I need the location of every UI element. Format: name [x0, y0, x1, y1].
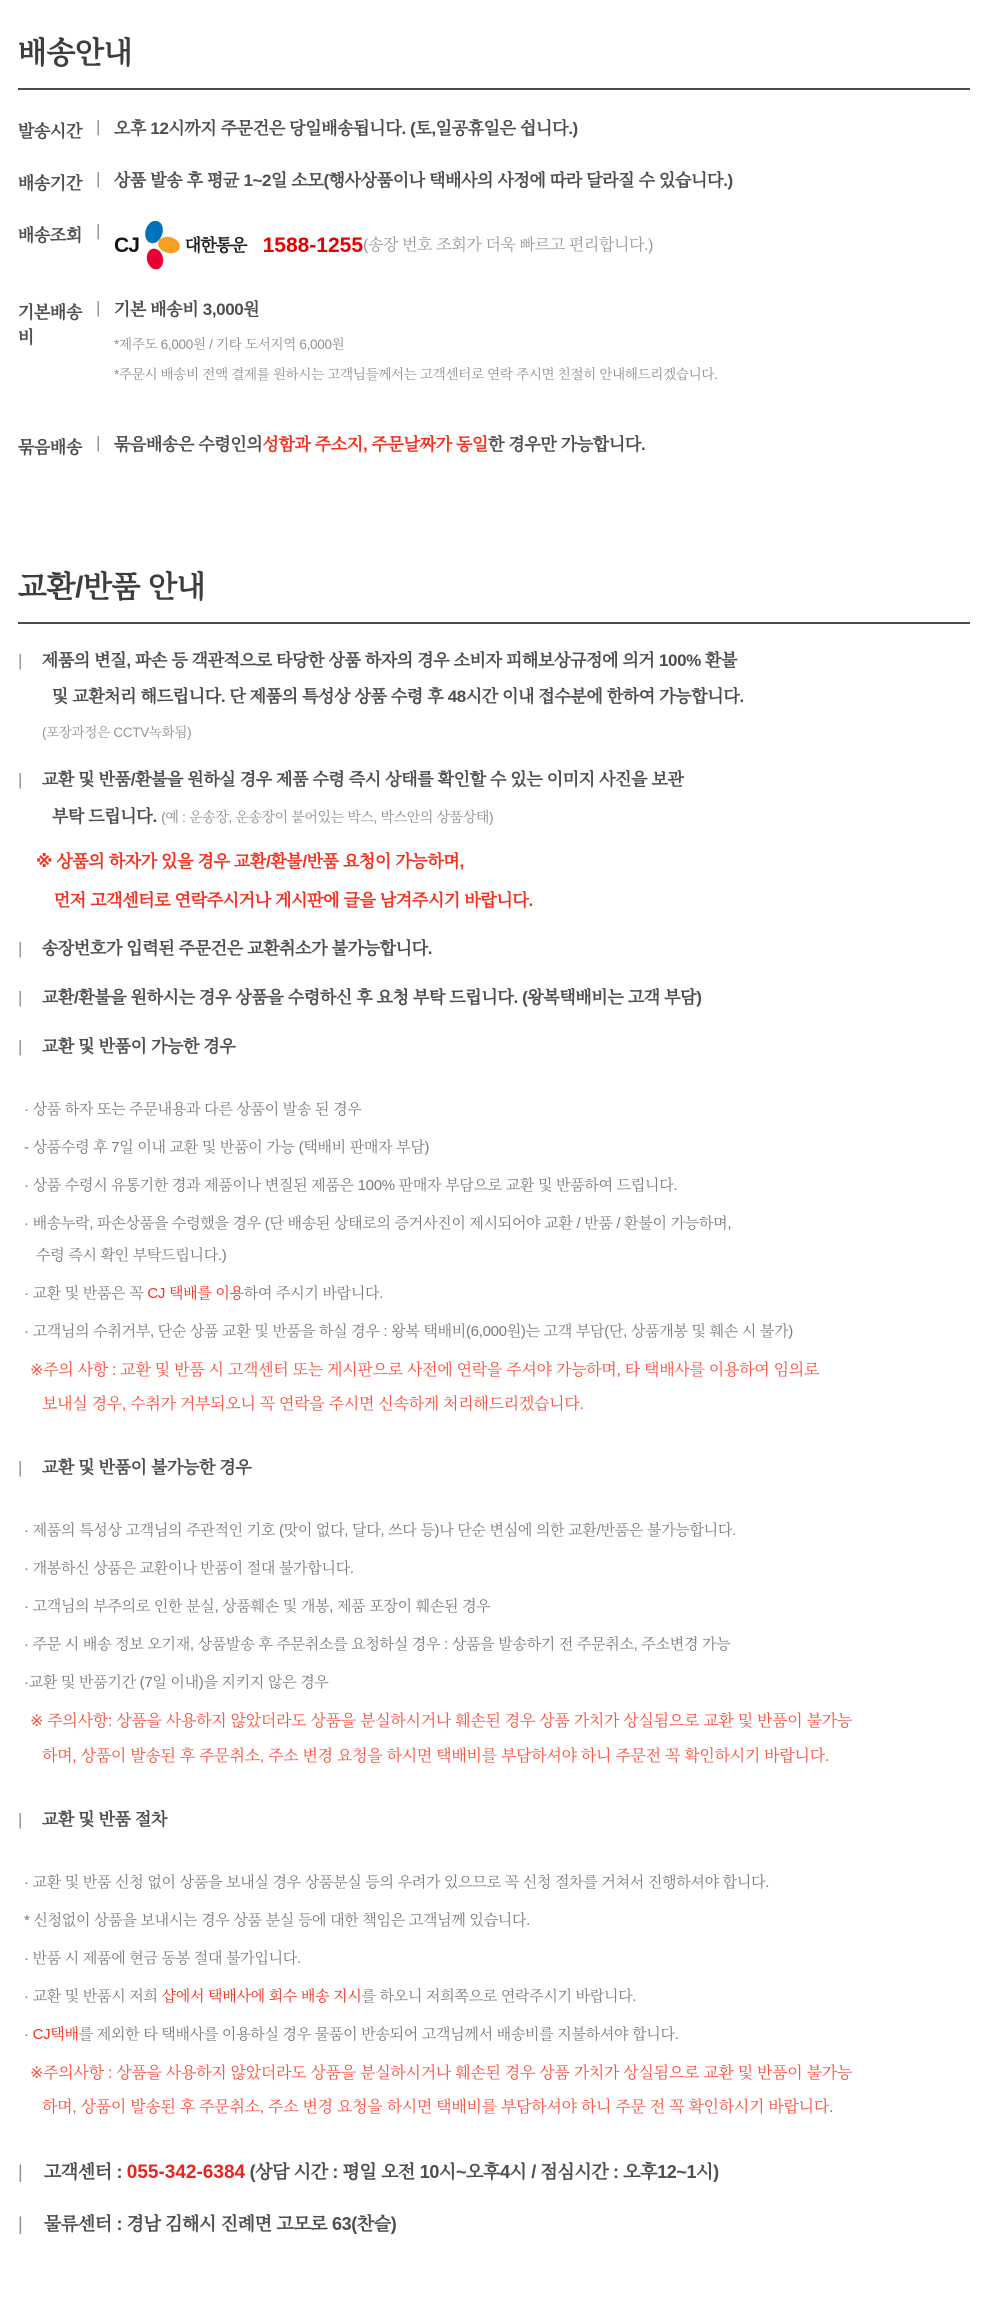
policy-bullet: [18, 1596, 970, 1617]
policy-item: [18, 768, 970, 829]
policy-bullet: [18, 1283, 970, 1304]
text-segment: 하여 주시기 바랍니다.: [243, 1284, 384, 1302]
pipe-divider: |: [96, 221, 101, 240]
row-label: 배송조회: [18, 226, 83, 245]
policy-footnote: [18, 724, 970, 743]
policy-line: [18, 649, 970, 673]
policy-line: [18, 685, 970, 709]
policy-line: [24, 1245, 970, 1266]
warning-note: [18, 850, 970, 913]
text-segment: · 상품 수령시 유통기한 경과 제품이나 변질된 제품은 100% 판매자 부담으로 교환 및 반품하여 드립니다.: [24, 1176, 678, 1194]
text-segment: 교환 및 반품/환불을 원하실 경우 제품 수령 즉시 상태를 확인할 수 있는 이미지 사진을 보관: [42, 770, 684, 790]
text-segment: * 신청없이 상품을 보내시는 경우 상품 분실 등에 대한 책임은 고객님께 있습니다.: [24, 1911, 531, 1929]
returns-blocks: [18, 649, 970, 2238]
text-segment: · 상품 하자 또는 주문내용과 다른 상품이 발송 된 경우: [24, 1100, 362, 1118]
policy-bullet: [18, 1948, 970, 1969]
shipping-row: [18, 169, 970, 194]
policy-line: [30, 2097, 970, 2119]
cj-logo-company-name: 대한통운: [184, 235, 247, 255]
text-segment: 고객센터 :: [44, 2161, 127, 2182]
text-segment: (포장과정은 CCTV녹화됨): [42, 725, 192, 741]
text-segment: 오후 12시까지 주문건은 당일배송됩니다. (토,일공휴일은 쉽니다.): [114, 119, 578, 138]
phone-number: 1588-1255: [262, 233, 364, 257]
policy-bullet: [18, 1634, 970, 1655]
returns-section: [18, 570, 970, 2238]
policy-line: [30, 1711, 970, 1733]
row-content: [114, 221, 970, 271]
policy-line: [24, 1948, 970, 1969]
policy-bullet: [18, 1321, 970, 1342]
caution-note: [18, 2063, 970, 2120]
policy-line: [24, 1137, 970, 1158]
row-label: 묶음배송: [18, 437, 83, 457]
text-segment: ※주의사항 : 상품을 사용하지 않았더라도 상품을 분실하시거나 훼손된 경우 상품 가치가 상실됨으로 교환 및 반품이 불가능: [30, 2064, 853, 2082]
caution-note: [18, 1711, 970, 1768]
text-segment: 먼저 고객센터로 연락주시거나 게시판에 글을 남겨주시기 바랍니다.: [54, 890, 533, 910]
policy-line: [24, 1175, 970, 1196]
shipping-section: [18, 36, 970, 458]
text-segment: · 교환 및 반품은 꼭: [24, 1284, 148, 1302]
text-segment: 한 경우만 가능합니다.: [488, 434, 646, 454]
text-segment: · 반품 시 제품에 현금 동봉 절대 불가입니다.: [24, 1949, 301, 1967]
policy-line: [24, 1596, 970, 1617]
policy-line: [30, 1746, 970, 1768]
policy-line: [18, 2160, 970, 2187]
policy-line: [42, 724, 970, 743]
text-segment: · 주문 시 배송 정보 오기재, 상품발송 후 주문취소를 요청하실 경우 : 상품을 발송하기 전 주문취소, 주소변경 가능: [24, 1636, 731, 1654]
row-content: [114, 169, 970, 194]
policy-bullet: [18, 1910, 970, 1931]
pipe-divider: |: [96, 298, 101, 317]
policy-line: [24, 1634, 970, 1655]
row-content: [114, 298, 970, 323]
text-segment: 및 교환처리 해드립니다. 단 제품의 특성상 상품 수령 후 48시간 이내 접수분에 한하여 가능합니다.: [52, 687, 744, 707]
policy-item: [18, 1456, 970, 1480]
policy-item: [18, 1808, 970, 1832]
policy-line: [24, 1672, 970, 1693]
text-segment: · 교환 및 반품 신청 없이 상품을 보내실 경우 상품분실 등의 우려가 있으므로 꼭 신청 절차를 거쳐서 진행하셔야 합니다.: [24, 1873, 770, 1891]
text-segment: CJ택배: [32, 2025, 79, 2043]
text-segment: ·교환 및 반품기간 (7일 이내)을 지키지 않은 경우: [24, 1674, 329, 1692]
policy-item: [18, 1035, 970, 1059]
text-segment: · 개봉하신 상품은 교환이나 반품이 절대 불가합니다.: [24, 1560, 354, 1578]
text-segment: 하며, 상품이 발송된 후 주문취소, 주소 변경 요청을 하시면 택배비를 부담하셔야 하니 주문전 꼭 확인하시기 바랍니다.: [42, 1747, 829, 1765]
text-segment: (상담 시간 : 평일 오전 10시~오후4시 / 점심시간 : 오후12~1시): [245, 2161, 719, 2182]
policy-line: [18, 986, 970, 1010]
policy-bullet: [18, 1213, 970, 1266]
text-segment: 송장번호가 입력된 주문건은 교환취소가 불가능합니다.: [42, 939, 433, 959]
policy-line: [18, 937, 970, 961]
policy-item: [18, 937, 970, 961]
policy-line: [30, 2063, 970, 2085]
policy-line: [24, 1872, 970, 1893]
policy-line: [30, 1360, 970, 1382]
shipping-row: [18, 117, 970, 142]
text-segment: 교환 및 반품이 가능한 경우: [42, 1036, 236, 1056]
text-segment: · 교환 및 반품시 저희: [24, 1987, 162, 2005]
policy-bullet: [18, 1520, 970, 1541]
cj-logo-text: CJ: [114, 233, 139, 257]
text-segment: ·: [24, 2025, 33, 2043]
section-divider: [18, 88, 970, 90]
text-segment: · 고객님의 부주의로 인한 분실, 상품훼손 및 개봉, 제품 포장이 훼손된 경우: [24, 1598, 491, 1616]
policy-line: [18, 768, 970, 792]
text-segment: 하며, 상품이 발송된 후 주문취소, 주소 변경 요청을 하시면 택배비를 부담하셔야 하니 주문 전 꼭 확인하시기 바랍니다.: [42, 2099, 834, 2117]
contact-line: [18, 2212, 970, 2237]
policy-line: [24, 1558, 970, 1579]
text-segment: ※ 주의사항: 상품을 사용하지 않았더라도 상품을 분실하시거나 훼손된 경우 상품 가치가 상실됨으로 교환 및 반품이 불가능: [30, 1713, 853, 1731]
policy-line: [24, 1520, 970, 1541]
text-segment: 묶음배송은 수령인의: [114, 434, 263, 454]
policy-bullet: [18, 1099, 970, 1120]
policy-line: [18, 1808, 970, 1832]
row-label: 배송기간: [18, 174, 83, 193]
text-segment: · 고객님의 수취거부, 단순 상품 교환 및 반품을 하실 경우 : 왕복 택배비(6,000원)는 고객 부담(단, 상품개봉 및 훼손 시 불가): [24, 1322, 793, 1340]
text-segment: 제품의 변질, 파손 등 객관적으로 타당한 상품 하자의 경우 소비자 피해보상규정에 의거 100% 환불: [42, 650, 738, 670]
pipe-divider: |: [96, 432, 101, 452]
row-body: [114, 169, 970, 194]
shipping-row: [18, 298, 970, 383]
row-footnote: *주문시 배송비 전액 결제를 원하시는 고객님들께서는 고객센터로 연락 주시면 친절히 안내해드리겠습니다.: [114, 366, 718, 382]
policy-line: [36, 889, 970, 913]
policy-line: [18, 2212, 970, 2237]
policy-bullet: [18, 1672, 970, 1693]
text-segment: · 배송누락, 파손상품을 수령했을 경우 (단 배송된 상태로의 증거사진이 제시되어야 교환 / 반품 / 환불이 가능하며,: [24, 1214, 732, 1232]
row-label: 발송시간: [18, 122, 83, 141]
policy-bullet: [18, 2024, 970, 2045]
policy-bullet: [18, 1175, 970, 1196]
text-segment: 교환 및 반품이 불가능한 경우: [42, 1458, 252, 1478]
policy-line: [24, 1986, 970, 2007]
phone-number: 055-342-6384: [126, 2161, 246, 2183]
caution-note: [18, 1360, 970, 1417]
text-segment: ※주의 사항 : 교환 및 반품 시 고객센터 또는 게시판으로 사전에 연락을 주셔야 가능하며, 타 택배사를 이용하여 임의로: [30, 1361, 820, 1379]
shipping-rows: [18, 117, 970, 458]
section-divider: [18, 622, 970, 624]
policy-line: [30, 1394, 970, 1416]
policy-item: [18, 649, 970, 710]
returns-title: 교환/반품 안내: [18, 570, 206, 604]
text-segment: (예 : 운송장, 운송장이 붙어있는 박스, 박스안의 상품상태): [161, 808, 494, 825]
text-segment: · 제품의 특성상 고객님의 주관적인 기호 (맛이 없다, 달다, 쓰다 등)나 단순 변심에 의한 교환/반품은 불가능합니다.: [24, 1522, 736, 1540]
policy-line: [24, 1321, 970, 1342]
row-body: [114, 298, 970, 383]
policy-line: [18, 1035, 970, 1059]
row-label: 기본배송비: [18, 303, 83, 347]
shipping-title: 배송안내: [18, 37, 133, 70]
cj-korea-express-logo: [114, 221, 255, 271]
text-segment: 기본 배송비 3,000원: [114, 300, 260, 319]
row-content: [114, 433, 970, 458]
cj-flower-icon: [140, 221, 182, 271]
shipping-row: [18, 221, 970, 271]
policy-line: [36, 850, 970, 874]
text-segment: 부탁 드립니다.: [52, 806, 162, 826]
text-segment: CJ 택배를 이용: [147, 1284, 244, 1302]
text-segment: 교환/환불을 원하시는 경우 상품을 수령하신 후 요청 부탁 드립니다. (왕복택배비는 고객 부담): [42, 988, 702, 1008]
text-segment: (송장 번호 조회가 더욱 빠르고 편리합니다.): [363, 237, 654, 255]
policy-line: [24, 1283, 970, 1304]
text-segment: - 상품수령 후 7일 이내 교환 및 반품이 가능 (택배비 판매자 부담): [24, 1138, 430, 1156]
row-body: [114, 221, 970, 271]
contact-line: [18, 2160, 970, 2187]
text-segment: 수령 즉시 확인 부탁드립니다.): [36, 1246, 227, 1264]
policy-line: [18, 1456, 970, 1480]
policy-bullet: [18, 1872, 970, 1893]
policy-line: [24, 2024, 970, 2045]
policy-bullet: [18, 1137, 970, 1158]
pipe-divider: |: [96, 169, 101, 188]
row-footnote: *제주도 6,000원 / 기타 도서지역 6,000원: [114, 336, 345, 352]
row-content: [114, 117, 970, 142]
text-segment: 를 제외한 타 택배사를 이용하실 경우 물품이 반송되어 고객님께서 배송비를 지불하셔야 합니다.: [78, 2025, 679, 2043]
text-segment: 를 하오니 저희쪽으로 연락주시기 바랍니다.: [361, 1987, 637, 2005]
policy-line: [24, 1213, 970, 1234]
text-segment: ※ 상품의 하자가 있을 경우 교환/환불/반품 요청이 가능하며,: [36, 851, 464, 871]
pipe-divider: |: [96, 117, 101, 136]
row-body: [114, 433, 970, 458]
row-body: [114, 117, 970, 142]
text-segment: 성함과 주소지, 주문날짜가 동일: [262, 434, 489, 454]
policy-bullet: [18, 1986, 970, 2007]
policy-line: [24, 1910, 970, 1931]
shipping-row: [18, 433, 970, 458]
policy-line: [24, 1099, 970, 1120]
policy-bullet: [18, 1558, 970, 1579]
text-segment: 샵에서 택배사에 회수 배송 지시: [161, 1987, 362, 2005]
policy-item: [18, 986, 970, 1010]
text-segment: 상품 발송 후 평균 1~2일 소모(행사상품이나 택배사의 사정에 따라 달라질 수 있습니다.): [114, 171, 733, 190]
policy-line: [18, 805, 970, 829]
text-segment: 보내실 경우, 수취가 거부되오니 꼭 연락을 주시면 신속하게 처리해드리겠습니다.: [42, 1396, 584, 1414]
text-segment: 교환 및 반품 절차: [42, 1810, 168, 1830]
text-segment: 물류센터 : 경남 김해시 진례면 고모로 63(찬슬): [44, 2214, 397, 2235]
